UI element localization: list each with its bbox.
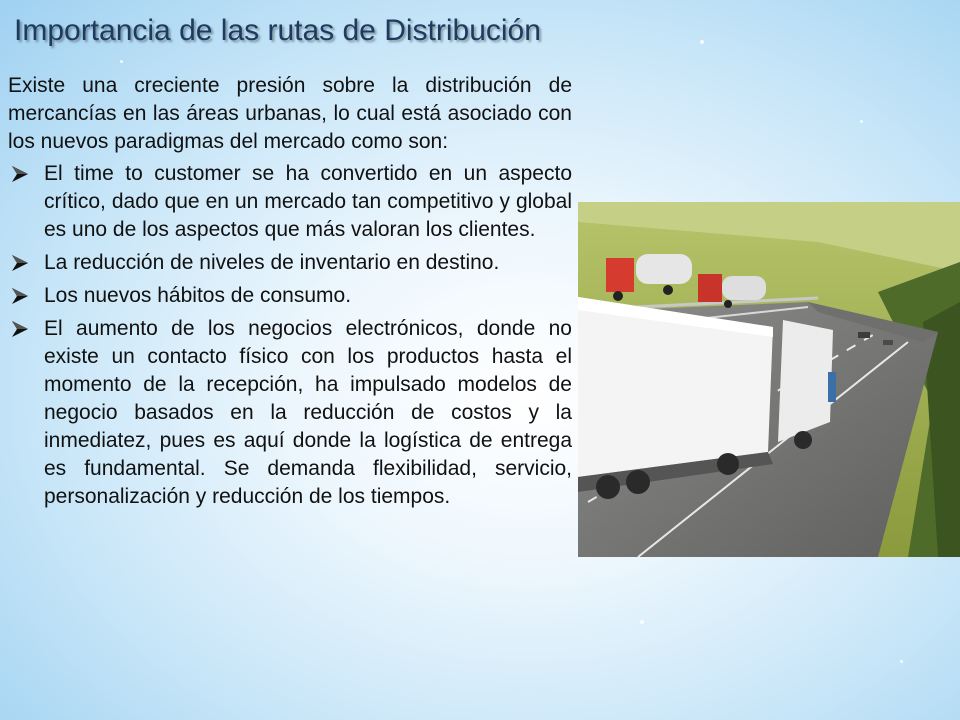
arrowhead-bullet-icon (10, 319, 30, 339)
list-item (8, 160, 572, 244)
intro-paragraph: Existe una creciente presión sobre la distribución de mercancías en las áreas urbanas, lo cual está asociado con los nuevos paradigmas del mercado como son: (8, 74, 572, 153)
background-sparkle (860, 120, 863, 123)
list-item (8, 315, 572, 511)
background-sparkle (120, 60, 123, 63)
background-sparkle (700, 40, 704, 44)
background-sparkle (640, 620, 644, 624)
arrowhead-bullet-icon (10, 164, 30, 184)
arrowhead-bullet-icon (10, 286, 30, 306)
bullet-text: La reducción de niveles de inventario en destino. (44, 251, 500, 274)
arrowhead-bullet-icon (10, 253, 30, 273)
highway-trucks-photo (578, 202, 960, 557)
bullet-list (8, 160, 572, 511)
slide-title: Importancia de las rutas de Distribución (14, 14, 541, 47)
slide-body (8, 72, 572, 516)
background-sparkle (900, 660, 903, 663)
list-item (8, 282, 572, 310)
bullet-text: El time to customer se ha convertido en un aspecto crítico, dado que en un mercado tan competitivo y global es uno de los aspectos que más valoran los clientes. (44, 162, 572, 241)
bullet-text: El aumento de los negocios electrónicos, donde no existe un contacto físico con los productos hasta el momento de la recepción, ha impulsado modelos de negocio basados en la reducción de costos y la inmediatez, pues es aquí donde la logística de entrega es fundamental. Se demanda flexibilidad, servicio, personalización y reducción de los tiempos. (44, 317, 572, 508)
highway-trucks-illustration (578, 202, 960, 557)
bullet-text: Los nuevos hábitos de consumo. (44, 284, 352, 307)
list-item (8, 249, 572, 277)
